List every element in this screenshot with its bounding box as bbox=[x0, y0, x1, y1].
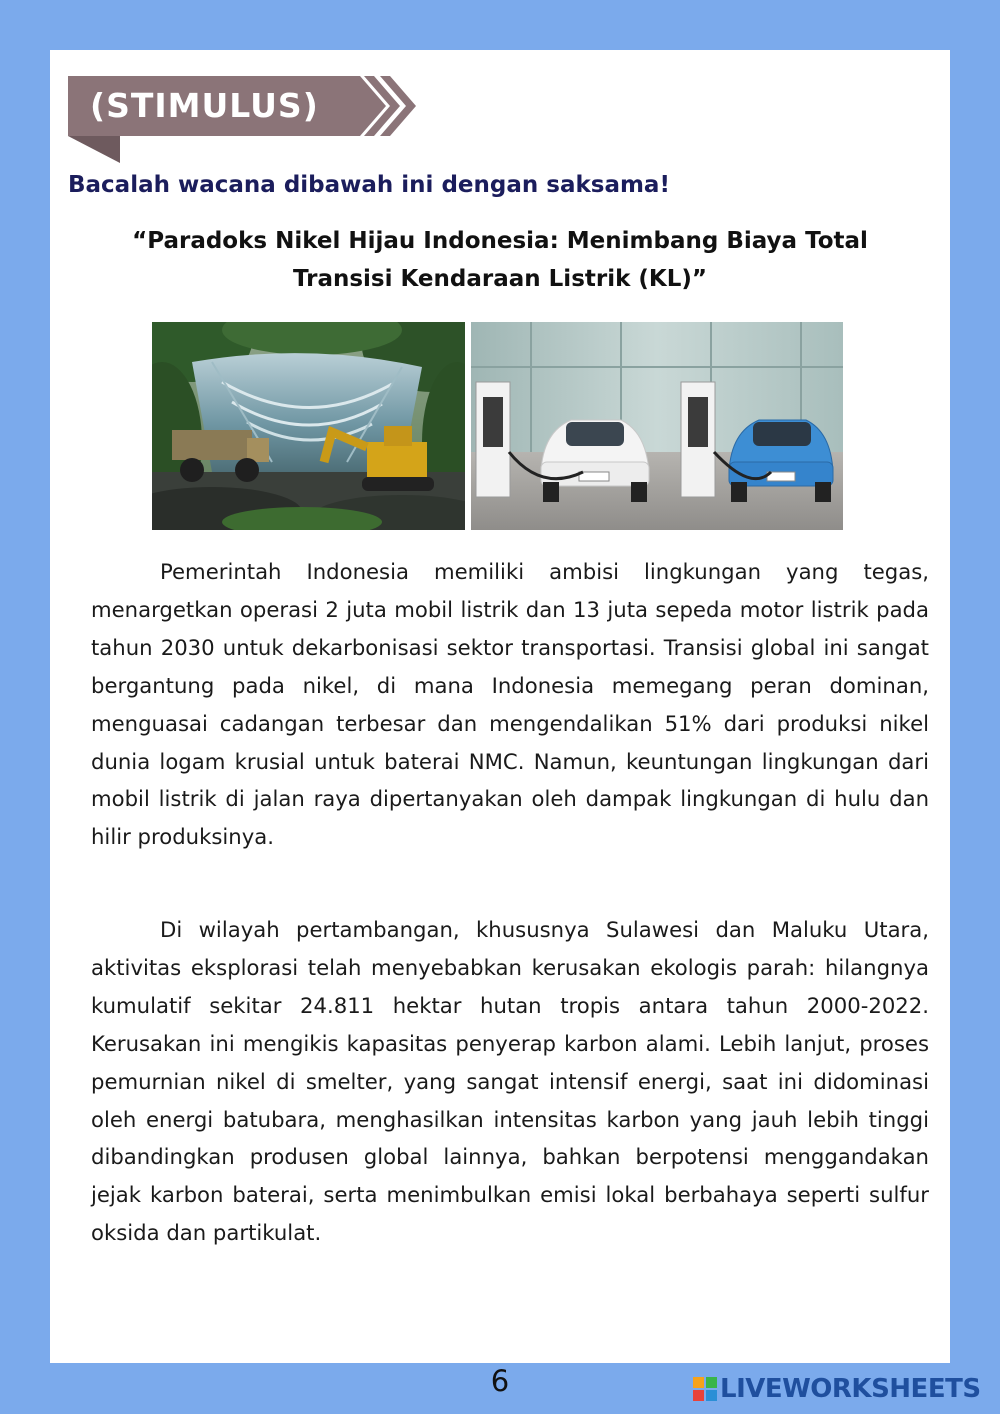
nickel-mine-photo bbox=[152, 322, 465, 530]
article-title-line-2: Transisi Kendaraan Listrik (KL)” bbox=[292, 266, 708, 292]
worksheet-page bbox=[50, 50, 950, 1363]
banner-label: (STIMULUS) bbox=[90, 86, 319, 125]
reading-instruction: Bacalah wacana dibawah ini dengan saksama! bbox=[68, 172, 670, 198]
article-title-line-1: “Paradoks Nikel Hijau Indonesia: Menimbang Biaya Total bbox=[132, 228, 868, 254]
ev-charging-photo bbox=[471, 322, 843, 530]
article-title bbox=[100, 222, 900, 298]
liveworksheets-logo[interactable] bbox=[692, 1374, 981, 1404]
article-paragraph-1: Pemerintah Indonesia memiliki ambisi lingkungan yang tegas, menargetkan operasi 2 juta mobil listrik dan 13 juta sepeda motor listrik pada tahun 2030 untuk dekarbonisasi sektor transportasi. Transisi global ini sangat bergantung pada nikel, di mana Indonesia memegang peran dominan, menguasai cadangan terbesar dan mengendalikan 51% dari produksi nikel dunia logam krusial untuk baterai NMC. Namun, keuntungan lingkungan dari mobil listrik di jalan raya dipertanyakan oleh dampak lingkungan di hulu dan hilir produksinya. bbox=[91, 559, 929, 850]
liveworksheets-logo-icon bbox=[692, 1376, 718, 1402]
page-number: 6 bbox=[490, 1364, 510, 1398]
liveworksheets-brand-text: LIVEWORKSHEETS bbox=[720, 1374, 981, 1404]
article-paragraph-2: Di wilayah pertambangan, khususnya Sulawesi dan Maluku Utara, aktivitas eksplorasi telah menyebabkan kerusakan ekologis parah: hilangnya kumulatif sekitar 24.811 hektar hutan tropis antara tahun 2000-2022. Kerusakan ini mengikis kapasitas penyerap karbon alami. Lebih lanjut, proses pemurnian nikel di smelter, yang sangat intensif energi, saat ini didominasi oleh energi batubara, menghasilkan intensitas karbon yang jauh lebih tinggi dibandingkan produsen global lainnya, bahkan berpotensi menggandakan jejak karbon baterai, serta menimbulkan emisi lokal berbahaya seperti sulfur oksida dan partikulat. bbox=[91, 917, 929, 1246]
